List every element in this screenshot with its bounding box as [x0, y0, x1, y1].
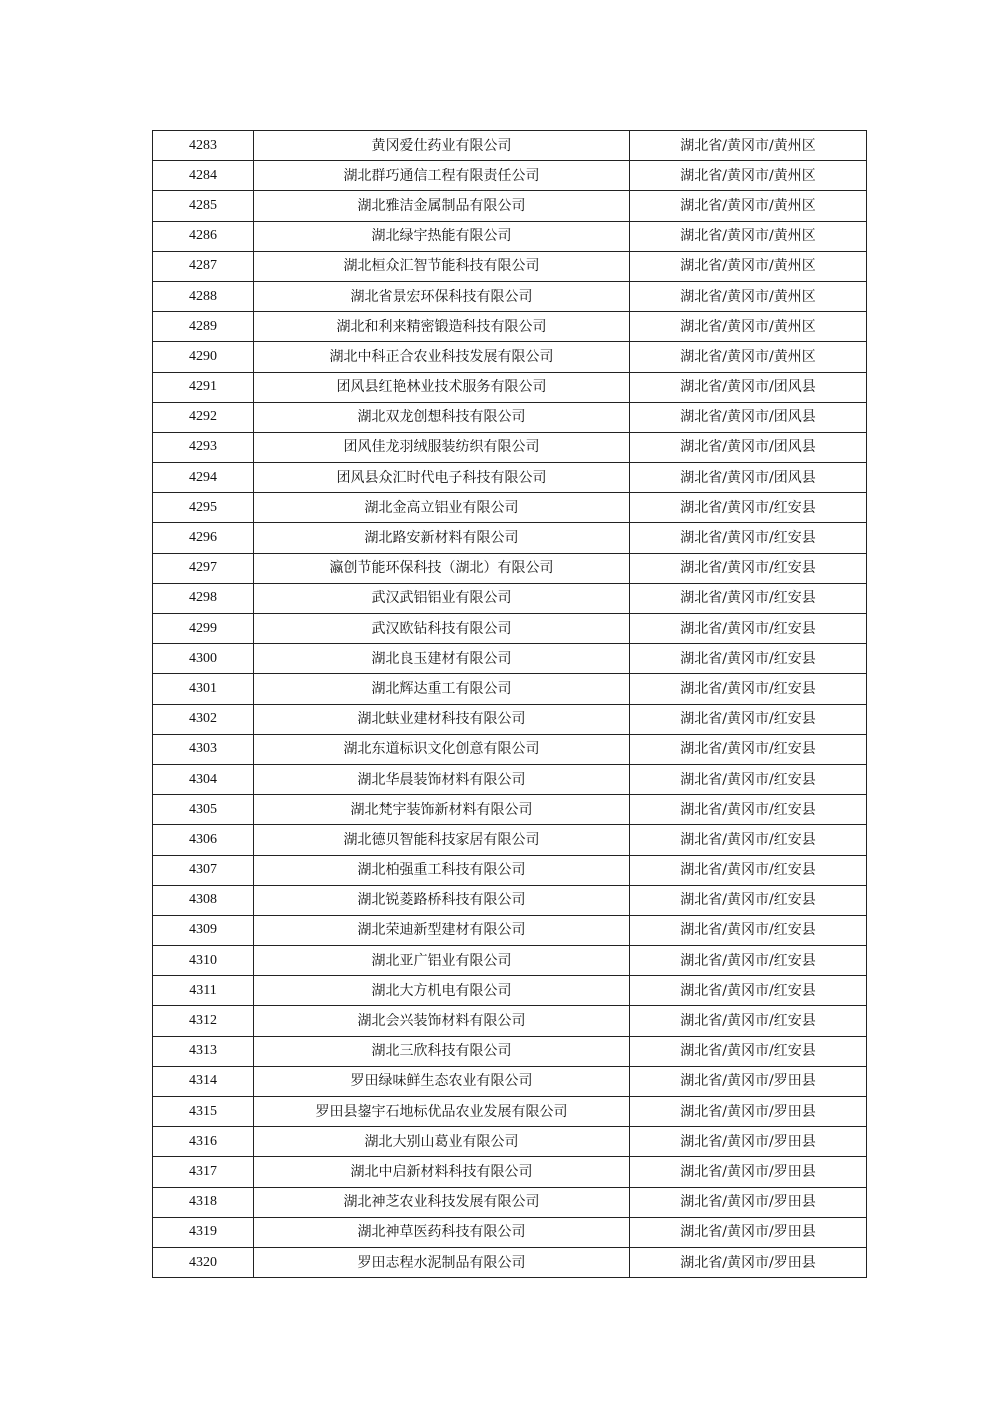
table-row — [153, 251, 867, 281]
region-cell: 湖北省/黄冈市/黄州区 — [630, 251, 867, 281]
row-number-cell: 4284 — [153, 161, 254, 191]
company-name-cell: 湖北桓众汇智节能科技有限公司 — [254, 251, 630, 281]
region-cell: 湖北省/黄冈市/红安县 — [630, 915, 867, 945]
region-cell: 湖北省/黄冈市/红安县 — [630, 493, 867, 523]
company-name-cell: 湖北良玉建材有限公司 — [254, 644, 630, 674]
company-name-cell: 湖北柏强重工科技有限公司 — [254, 855, 630, 885]
table-row — [153, 825, 867, 855]
table-row — [153, 614, 867, 644]
table-row — [153, 1247, 867, 1277]
row-number-cell: 4317 — [153, 1157, 254, 1187]
region-cell: 湖北省/黄冈市/黄州区 — [630, 221, 867, 251]
company-name-cell: 湖北省景宏环保科技有限公司 — [254, 281, 630, 311]
region-cell: 湖北省/黄冈市/红安县 — [630, 1006, 867, 1036]
row-number-cell: 4296 — [153, 523, 254, 553]
region-cell: 湖北省/黄冈市/红安县 — [630, 976, 867, 1006]
company-name-cell: 湖北东道标识文化创意有限公司 — [254, 734, 630, 764]
row-number-cell: 4292 — [153, 402, 254, 432]
region-cell: 湖北省/黄冈市/罗田县 — [630, 1097, 867, 1127]
table-row — [153, 523, 867, 553]
region-cell: 湖北省/黄冈市/红安县 — [630, 795, 867, 825]
company-name-cell: 武汉武铝铝业有限公司 — [254, 583, 630, 613]
company-name-cell: 瀛创节能环保科技（湖北）有限公司 — [254, 553, 630, 583]
region-cell: 湖北省/黄冈市/红安县 — [630, 704, 867, 734]
company-table — [152, 130, 867, 1278]
table-row — [153, 855, 867, 885]
region-cell: 湖北省/黄冈市/红安县 — [630, 674, 867, 704]
row-number-cell: 4291 — [153, 372, 254, 402]
region-cell: 湖北省/黄冈市/红安县 — [630, 523, 867, 553]
table-row — [153, 1066, 867, 1096]
table-row — [153, 1006, 867, 1036]
table-row — [153, 281, 867, 311]
row-number-cell: 4290 — [153, 342, 254, 372]
region-cell: 湖北省/黄冈市/罗田县 — [630, 1217, 867, 1247]
table-row — [153, 704, 867, 734]
row-number-cell: 4286 — [153, 221, 254, 251]
row-number-cell: 4305 — [153, 795, 254, 825]
company-name-cell: 武汉欧钻科技有限公司 — [254, 614, 630, 644]
company-name-cell: 湖北中科正合农业科技发展有限公司 — [254, 342, 630, 372]
region-cell: 湖北省/黄冈市/红安县 — [630, 553, 867, 583]
company-name-cell: 湖北辉达重工有限公司 — [254, 674, 630, 704]
row-number-cell: 4314 — [153, 1066, 254, 1096]
region-cell: 湖北省/黄冈市/红安县 — [630, 885, 867, 915]
table-row — [153, 402, 867, 432]
table-row — [153, 1097, 867, 1127]
company-name-cell: 湖北荣迪新型建材有限公司 — [254, 915, 630, 945]
table-row — [153, 342, 867, 372]
company-name-cell: 团风佳龙羽绒服装纺织有限公司 — [254, 432, 630, 462]
region-cell: 湖北省/黄冈市/红安县 — [630, 1036, 867, 1066]
table-row — [153, 1036, 867, 1066]
table-row — [153, 976, 867, 1006]
row-number-cell: 4307 — [153, 855, 254, 885]
table-row — [153, 131, 867, 161]
table-row — [153, 1127, 867, 1157]
row-number-cell: 4318 — [153, 1187, 254, 1217]
table-row — [153, 463, 867, 493]
row-number-cell: 4301 — [153, 674, 254, 704]
row-number-cell: 4298 — [153, 583, 254, 613]
row-number-cell: 4295 — [153, 493, 254, 523]
region-cell: 湖北省/黄冈市/红安县 — [630, 855, 867, 885]
region-cell: 湖北省/黄冈市/黄州区 — [630, 312, 867, 342]
company-name-cell: 湖北和利来精密锻造科技有限公司 — [254, 312, 630, 342]
row-number-cell: 4299 — [153, 614, 254, 644]
region-cell: 湖北省/黄冈市/团风县 — [630, 432, 867, 462]
region-cell: 湖北省/黄冈市/红安县 — [630, 764, 867, 794]
row-number-cell: 4306 — [153, 825, 254, 855]
company-name-cell: 湖北大方机电有限公司 — [254, 976, 630, 1006]
row-number-cell: 4319 — [153, 1217, 254, 1247]
company-name-cell: 湖北路安新材料有限公司 — [254, 523, 630, 553]
table-row — [153, 1157, 867, 1187]
company-name-cell: 罗田绿味鲜生态农业有限公司 — [254, 1066, 630, 1096]
row-number-cell: 4315 — [153, 1097, 254, 1127]
company-name-cell: 湖北德贝智能科技家居有限公司 — [254, 825, 630, 855]
table-row — [153, 764, 867, 794]
row-number-cell: 4288 — [153, 281, 254, 311]
region-cell: 湖北省/黄冈市/团风县 — [630, 463, 867, 493]
region-cell: 湖北省/黄冈市/团风县 — [630, 372, 867, 402]
company-name-cell: 罗田志程水泥制品有限公司 — [254, 1247, 630, 1277]
row-number-cell: 4302 — [153, 704, 254, 734]
region-cell: 湖北省/黄冈市/红安县 — [630, 614, 867, 644]
region-cell: 湖北省/黄冈市/黄州区 — [630, 131, 867, 161]
company-name-cell: 罗田县鋆宇石地标优品农业发展有限公司 — [254, 1097, 630, 1127]
table-row — [153, 946, 867, 976]
company-name-cell: 湖北锐菱路桥科技有限公司 — [254, 885, 630, 915]
region-cell: 湖北省/黄冈市/红安县 — [630, 734, 867, 764]
region-cell: 湖北省/黄冈市/黄州区 — [630, 161, 867, 191]
region-cell: 湖北省/黄冈市/黄州区 — [630, 342, 867, 372]
table-row — [153, 372, 867, 402]
table-row — [153, 583, 867, 613]
company-name-cell: 湖北中启新材料科技有限公司 — [254, 1157, 630, 1187]
table-row — [153, 1217, 867, 1247]
region-cell: 湖北省/黄冈市/红安县 — [630, 825, 867, 855]
row-number-cell: 4310 — [153, 946, 254, 976]
company-name-cell: 黄冈爱仕药业有限公司 — [254, 131, 630, 161]
company-name-cell: 湖北神草医药科技有限公司 — [254, 1217, 630, 1247]
row-number-cell: 4285 — [153, 191, 254, 221]
company-name-cell: 湖北金高立铝业有限公司 — [254, 493, 630, 523]
region-cell: 湖北省/黄冈市/罗田县 — [630, 1127, 867, 1157]
company-name-cell: 湖北会兴装饰材料有限公司 — [254, 1006, 630, 1036]
row-number-cell: 4283 — [153, 131, 254, 161]
row-number-cell: 4316 — [153, 1127, 254, 1157]
table-row — [153, 191, 867, 221]
row-number-cell: 4304 — [153, 764, 254, 794]
table-body — [153, 131, 867, 1278]
row-number-cell: 4309 — [153, 915, 254, 945]
table-row — [153, 161, 867, 191]
company-name-cell: 湖北华晨装饰材料有限公司 — [254, 764, 630, 794]
company-name-cell: 湖北蚨业建材科技有限公司 — [254, 704, 630, 734]
row-number-cell: 4312 — [153, 1006, 254, 1036]
company-name-cell: 团风县众汇时代电子科技有限公司 — [254, 463, 630, 493]
region-cell: 湖北省/黄冈市/红安县 — [630, 583, 867, 613]
table-row — [153, 432, 867, 462]
region-cell: 湖北省/黄冈市/团风县 — [630, 402, 867, 432]
table-row — [153, 1187, 867, 1217]
row-number-cell: 4311 — [153, 976, 254, 1006]
table-row — [153, 493, 867, 523]
company-name-cell: 湖北双龙创想科技有限公司 — [254, 402, 630, 432]
table-row — [153, 312, 867, 342]
region-cell: 湖北省/黄冈市/黄州区 — [630, 191, 867, 221]
row-number-cell: 4300 — [153, 644, 254, 674]
company-name-cell: 湖北三欣科技有限公司 — [254, 1036, 630, 1066]
row-number-cell: 4308 — [153, 885, 254, 915]
row-number-cell: 4320 — [153, 1247, 254, 1277]
table-row — [153, 734, 867, 764]
row-number-cell: 4293 — [153, 432, 254, 462]
row-number-cell: 4313 — [153, 1036, 254, 1066]
row-number-cell: 4297 — [153, 553, 254, 583]
region-cell: 湖北省/黄冈市/罗田县 — [630, 1187, 867, 1217]
row-number-cell: 4303 — [153, 734, 254, 764]
row-number-cell: 4287 — [153, 251, 254, 281]
table-row — [153, 915, 867, 945]
company-name-cell: 湖北绿宇热能有限公司 — [254, 221, 630, 251]
table-row — [153, 221, 867, 251]
region-cell: 湖北省/黄冈市/红安县 — [630, 946, 867, 976]
company-name-cell: 湖北梵宇装饰新材料有限公司 — [254, 795, 630, 825]
region-cell: 湖北省/黄冈市/罗田县 — [630, 1247, 867, 1277]
table-row — [153, 644, 867, 674]
table-row — [153, 885, 867, 915]
table-row — [153, 795, 867, 825]
region-cell: 湖北省/黄冈市/罗田县 — [630, 1157, 867, 1187]
company-name-cell: 湖北亚广铝业有限公司 — [254, 946, 630, 976]
company-name-cell: 湖北群巧通信工程有限责任公司 — [254, 161, 630, 191]
company-name-cell: 湖北神芝农业科技发展有限公司 — [254, 1187, 630, 1217]
company-name-cell: 湖北大别山葛业有限公司 — [254, 1127, 630, 1157]
company-name-cell: 团风县红艳林业技术服务有限公司 — [254, 372, 630, 402]
table-row — [153, 553, 867, 583]
region-cell: 湖北省/黄冈市/罗田县 — [630, 1066, 867, 1096]
region-cell: 湖北省/黄冈市/黄州区 — [630, 281, 867, 311]
row-number-cell: 4289 — [153, 312, 254, 342]
company-name-cell: 湖北雅洁金属制品有限公司 — [254, 191, 630, 221]
row-number-cell: 4294 — [153, 463, 254, 493]
region-cell: 湖北省/黄冈市/红安县 — [630, 644, 867, 674]
table-row — [153, 674, 867, 704]
